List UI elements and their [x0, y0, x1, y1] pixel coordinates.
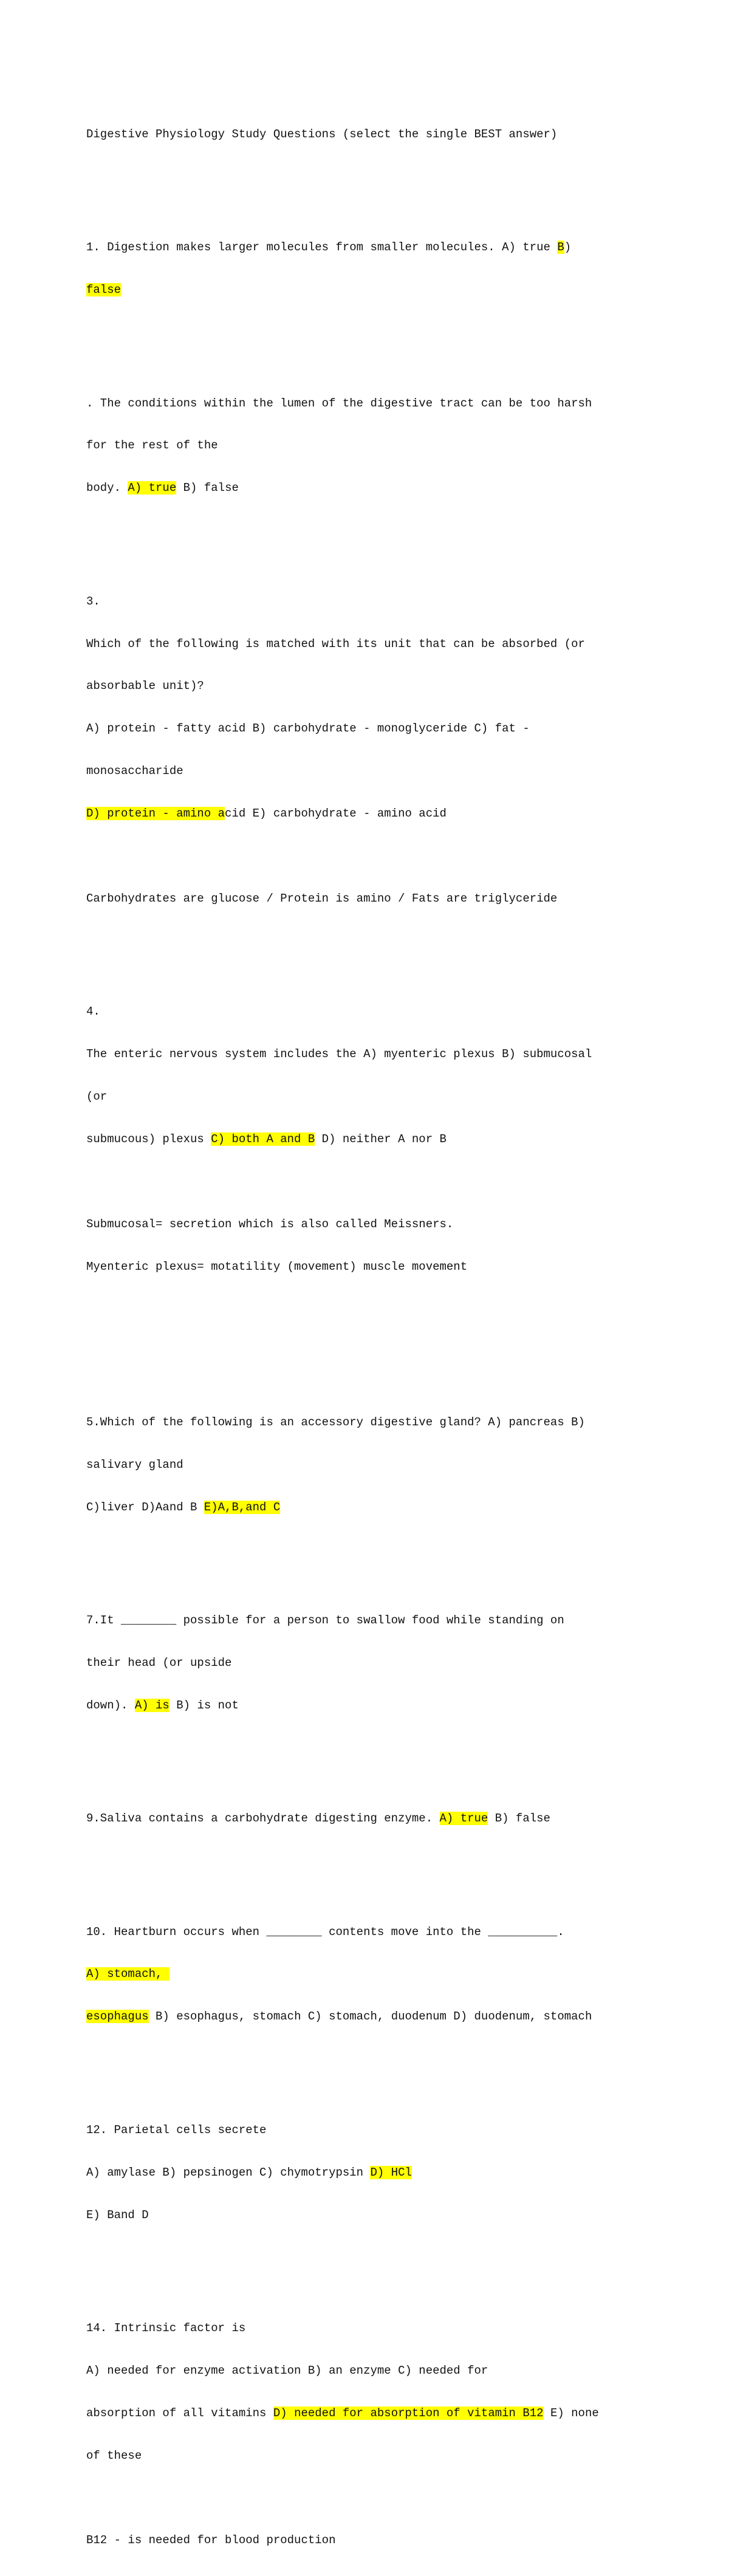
question-9-line-1	[86, 1812, 694, 1826]
question-4-options: D) neither A nor B	[315, 1132, 447, 1146]
question-3-note: Carbohydrates are glucose / Protein is amino / Fats are triglyceride	[86, 891, 558, 905]
answer-highlight: D) protein - amino a	[86, 807, 225, 821]
document-title: Digestive Physiology Study Questions (select the single BEST answer)	[86, 127, 558, 141]
question-3-line-5	[86, 807, 694, 821]
question-12-line-1: 12. Parietal cells secrete	[86, 2123, 267, 2137]
answer-highlight: A) is	[134, 1698, 169, 1712]
question-10-line-1: 10. Heartburn occurs when ________ contents move into the __________.	[86, 1925, 564, 1939]
question-14-line-3	[86, 2406, 694, 2420]
question-10-line-3	[86, 2010, 694, 2024]
question-4-text: submucous) plexus	[86, 1132, 211, 1146]
question-4-line-3	[86, 1132, 694, 1146]
question-2-options: B) false	[176, 481, 239, 495]
question-3-options: cid E) carbohydrate - amino acid	[225, 807, 447, 821]
question-2-text: body.	[86, 481, 128, 495]
question-3-line-3: A) protein - fatty acid B) carbohydrate - monoglyceride C) fat -	[86, 722, 530, 736]
question-5-line-1: 5.Which of the following is an accessory digestive gland? A) pancreas B)	[86, 1415, 585, 1429]
question-1-text-end: )	[564, 241, 572, 255]
question-7-line-1: 7.It ________ possible for a person to swallow food while standing on	[86, 1614, 564, 1628]
answer-highlight: A) true	[128, 481, 177, 495]
question-14-line-4: of these	[86, 2448, 142, 2462]
question-3-line-4: monosaccharide	[86, 764, 183, 778]
question-9-text: 9.Saliva contains a carbohydrate digesting enzyme.	[86, 1812, 440, 1826]
question-4-note-2: Myenteric plexus= motatility (movement) muscle movement	[86, 1259, 468, 1273]
question-1-line-1	[86, 241, 694, 255]
question-2-line-2: for the rest of the	[86, 439, 218, 453]
question-7-line-2: their head (or upside	[86, 1656, 232, 1670]
question-3-line-1: Which of the following is matched with its unit that can be absorbed (or	[86, 637, 585, 651]
answer-highlight: false	[86, 283, 122, 297]
question-12-options: A) amylase B) pepsinogen C) chymotrypsin	[86, 2165, 371, 2179]
question-3-number: 3.	[86, 594, 100, 608]
question-1-text: 1. Digestion makes larger molecules from smaller molecules. A) true	[86, 241, 558, 255]
question-4-note-1: Submucosal= secretion which is also called Meissners.	[86, 1217, 454, 1231]
answer-highlight: E)A,B,and C	[204, 1500, 281, 1514]
question-7-options: B) is not	[169, 1698, 239, 1712]
question-5-text: C)liver D)Aand B	[86, 1500, 204, 1514]
question-14-line-1: 14. Intrinsic factor is	[86, 2321, 246, 2335]
question-7-line-3	[86, 1699, 694, 1713]
document-page	[86, 85, 694, 2576]
question-14-options: E) none	[543, 2406, 599, 2420]
question-10-options: B) esophagus, stomach C) stomach, duodenum D) duodenum, stomach	[148, 2010, 592, 2024]
answer-highlight: A) true	[439, 1812, 488, 1826]
question-9-options: B) false	[488, 1812, 550, 1826]
question-14-note: B12 - is needed for blood production	[86, 2533, 336, 2547]
question-12-line-2	[86, 2166, 694, 2180]
question-14-text: absorption of all vitamins	[86, 2406, 273, 2420]
question-7-text: down).	[86, 1698, 135, 1712]
question-3-line-2: absorbable unit)?	[86, 679, 204, 693]
question-5-line-2: salivary gland	[86, 1458, 183, 1471]
question-2-line-3	[86, 481, 694, 495]
question-2-line-1: . The conditions within the lumen of the digestive tract can be too harsh	[86, 396, 592, 410]
question-5-line-3	[86, 1501, 694, 1515]
question-4-line-2: (or	[86, 1090, 108, 1104]
answer-highlight: A) stomach,	[86, 1967, 169, 1981]
question-4-line-1: The enteric nervous system includes the A) myenteric plexus B) submucosal	[86, 1047, 592, 1061]
answer-highlight: esophagus	[86, 2010, 149, 2024]
answer-highlight: C) both A and B	[211, 1132, 315, 1146]
question-4-number: 4.	[86, 1005, 100, 1019]
answer-highlight: B	[557, 241, 564, 255]
question-10-line-2	[86, 1967, 694, 1981]
answer-highlight: D) needed for absorption of vitamin B12	[273, 2406, 544, 2420]
answer-highlight: D) HCl	[370, 2165, 412, 2179]
question-12-line-3: E) Band D	[86, 2208, 149, 2222]
question-1-line-2	[86, 283, 694, 297]
question-14-line-2: A) needed for enzyme activation B) an enzyme C) needed for	[86, 2363, 488, 2377]
